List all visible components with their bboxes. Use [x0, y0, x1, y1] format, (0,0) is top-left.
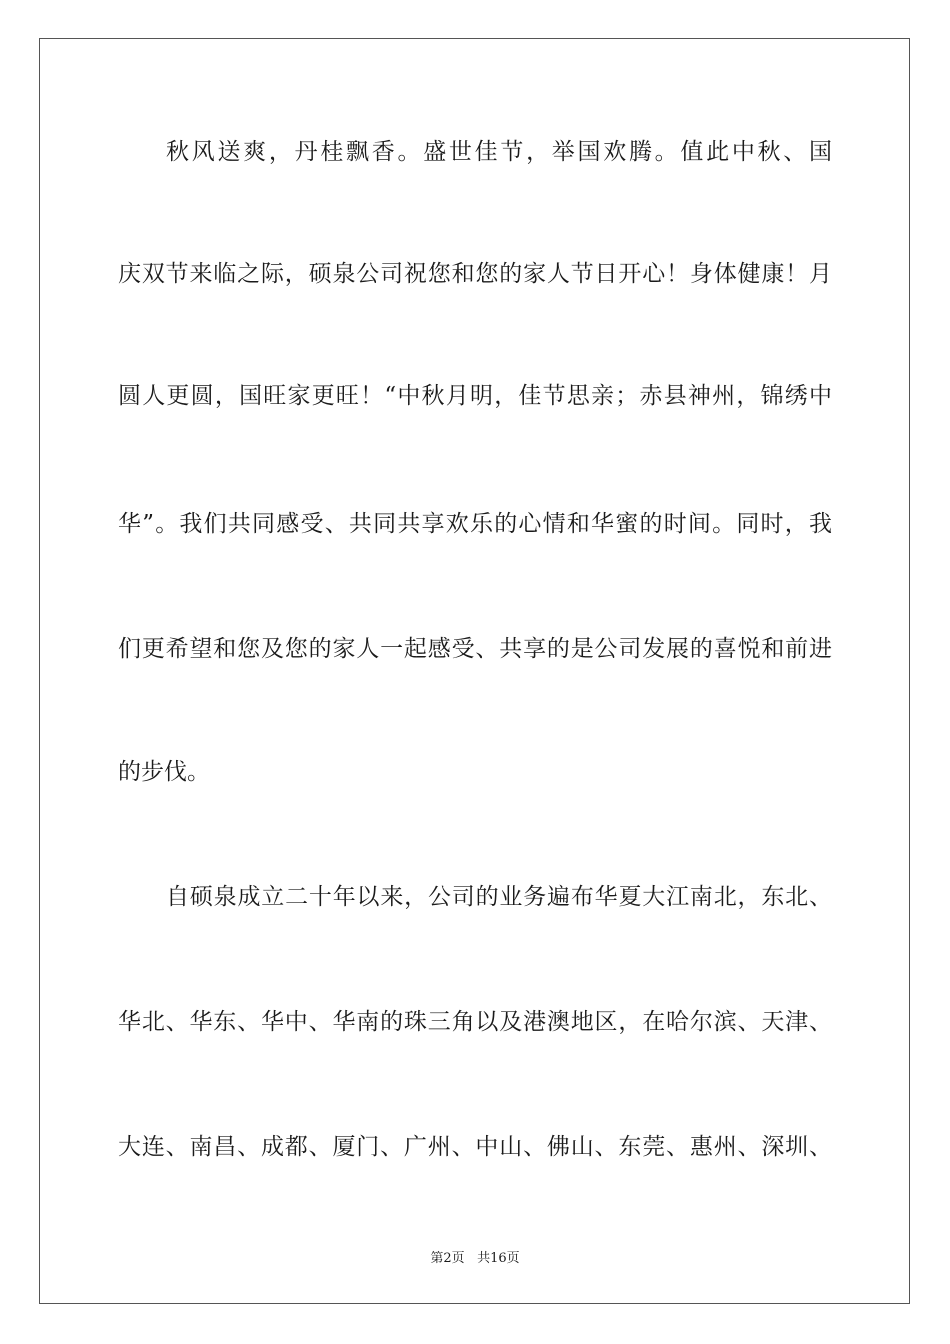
paragraph-2-line-1: 自硕泉成立二十年以来，公司的业务遍布华夏大江南北，东北、: [166, 884, 832, 910]
page-footer: [0, 1247, 950, 1266]
page-border: [39, 38, 910, 1304]
paragraph-1-line-5: 们更希望和您及您的家人一起感受、共享的是公司发展的喜悦和前进: [118, 636, 832, 662]
page-total: 共16页: [477, 1251, 520, 1266]
page-number: 第2页: [430, 1251, 465, 1266]
paragraph-1-line-1: 秋风送爽，丹桂飘香。盛世佳节，举国欢腾。值此中秋、国: [166, 139, 832, 165]
paragraph-2-line-2: 华北、华东、华中、华南的珠三角以及港澳地区，在哈尔滨、天津、: [118, 1009, 832, 1035]
paragraph-1-line-3: 圆人更圆，国旺家更旺！“中秋月明，佳节思亲；赤县神州，锦绣中: [118, 383, 832, 409]
paragraph-1-line-6: 的步伐。: [118, 759, 210, 785]
paragraph-1-line-2: 庆双节来临之际，硕泉公司祝您和您的家人节日开心！身体健康！月: [118, 261, 832, 287]
paragraph-1-line-4: 华”。我们共同感受、共同共享欢乐的心情和华蜜的时间。同时，我: [118, 511, 832, 537]
paragraph-2-line-3: 大连、南昌、成都、厦门、广州、中山、佛山、东莞、惠州、深圳、: [118, 1134, 832, 1160]
